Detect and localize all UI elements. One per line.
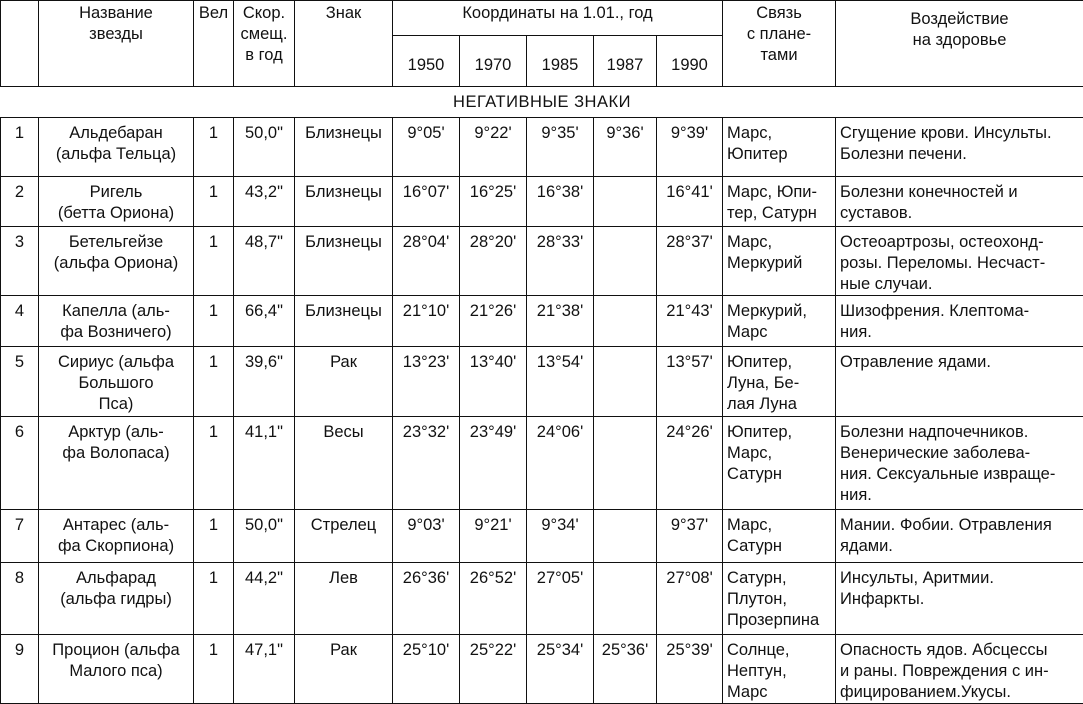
coord-1950: 26°36' — [393, 563, 460, 635]
coord-1990: 27°08' — [657, 563, 723, 635]
row-number: 4 — [1, 296, 39, 347]
coord-1950: 25°10' — [393, 635, 460, 704]
table-row — [1, 177, 1083, 227]
row-number: 6 — [1, 417, 39, 510]
coord-1987 — [594, 227, 657, 296]
header-star-name: Название звезды — [39, 1, 194, 87]
coord-1990: 16°41' — [657, 177, 723, 227]
planets: Сатурн, Плутон, Прозерпина — [723, 563, 836, 635]
coord-1987 — [594, 177, 657, 227]
table-row — [1, 227, 1083, 296]
section-row — [1, 87, 1083, 118]
speed: 43,2" — [234, 177, 295, 227]
zodiac-sign: Близнецы — [295, 227, 393, 296]
coord-1950: 9°05' — [393, 118, 460, 177]
row-number: 3 — [1, 227, 39, 296]
header-year-1985: 1985 — [527, 36, 594, 87]
health-effect: Сгущение крови. Инсульты. Болезни печени. — [836, 118, 1083, 177]
zodiac-sign: Близнецы — [295, 296, 393, 347]
section-title: НЕГАТИВНЫЕ ЗНАКИ — [1, 87, 1083, 118]
coord-1985: 25°34' — [527, 635, 594, 704]
table-row — [1, 635, 1083, 704]
planets: Марс, Сатурн — [723, 510, 836, 563]
coord-1970: 16°25' — [460, 177, 527, 227]
magnitude: 1 — [194, 296, 234, 347]
speed: 66,4" — [234, 296, 295, 347]
coord-1987 — [594, 347, 657, 417]
star-name: Процион (альфа Малого пса) — [39, 635, 194, 704]
speed: 50,0" — [234, 118, 295, 177]
row-number: 8 — [1, 563, 39, 635]
coord-1987: 25°36' — [594, 635, 657, 704]
coord-1950: 21°10' — [393, 296, 460, 347]
coord-1985: 9°34' — [527, 510, 594, 563]
coord-1950: 16°07' — [393, 177, 460, 227]
coord-1970: 25°22' — [460, 635, 527, 704]
coord-1990: 25°39' — [657, 635, 723, 704]
magnitude: 1 — [194, 177, 234, 227]
row-number: 5 — [1, 347, 39, 417]
coord-1987: 9°36' — [594, 118, 657, 177]
magnitude: 1 — [194, 635, 234, 704]
star-name: Арктур (аль- фа Волопаса) — [39, 417, 194, 510]
header-year-1950: 1950 — [393, 36, 460, 87]
star-name: Бетельгейзе (альфа Ориона) — [39, 227, 194, 296]
coord-1950: 28°04' — [393, 227, 460, 296]
magnitude: 1 — [194, 510, 234, 563]
header-year-1987: 1987 — [594, 36, 657, 87]
health-effect: Инсульты, Аритмии. Инфаркты. — [836, 563, 1083, 635]
zodiac-sign: Близнецы — [295, 118, 393, 177]
coord-1970: 13°40' — [460, 347, 527, 417]
speed: 39,6" — [234, 347, 295, 417]
table-row — [1, 296, 1083, 347]
star-name: Альфарад (альфа гидры) — [39, 563, 194, 635]
header-coordinates: Координаты на 1.01., год — [393, 1, 723, 36]
health-effect: Болезни надпочечников. Венерические заболева- ния. Сексуальные извраще- ния. — [836, 417, 1083, 510]
speed: 48,7" — [234, 227, 295, 296]
coord-1950: 23°32' — [393, 417, 460, 510]
table-row — [1, 510, 1083, 563]
speed: 41,1" — [234, 417, 295, 510]
row-number: 1 — [1, 118, 39, 177]
header-health: Воздействие на здоровье — [836, 1, 1083, 87]
header-row — [1, 1, 1083, 36]
star-name: Антарес (аль- фа Скорпиона) — [39, 510, 194, 563]
planets: Марс, Юпи- тер, Сатурн — [723, 177, 836, 227]
header-year-1990: 1990 — [657, 36, 723, 87]
zodiac-sign: Лев — [295, 563, 393, 635]
health-effect: Шизофрения. Клептома- ния. — [836, 296, 1083, 347]
speed: 44,2" — [234, 563, 295, 635]
coord-1970: 23°49' — [460, 417, 527, 510]
magnitude: 1 — [194, 118, 234, 177]
star-name: Альдебаран (альфа Тельца) — [39, 118, 194, 177]
header-sign: Знак — [295, 1, 393, 87]
zodiac-sign: Стрелец — [295, 510, 393, 563]
magnitude: 1 — [194, 347, 234, 417]
coord-1970: 28°20' — [460, 227, 527, 296]
star-name: Сириус (альфа Большого Пса) — [39, 347, 194, 417]
coord-1985: 9°35' — [527, 118, 594, 177]
health-effect: Мании. Фобии. Отравления ядами. — [836, 510, 1083, 563]
coord-1987 — [594, 510, 657, 563]
star-name: Капелла (аль- фа Возничего) — [39, 296, 194, 347]
row-number: 7 — [1, 510, 39, 563]
coord-1987 — [594, 296, 657, 347]
magnitude: 1 — [194, 563, 234, 635]
table-row — [1, 417, 1083, 510]
coord-1950: 9°03' — [393, 510, 460, 563]
zodiac-sign: Рак — [295, 635, 393, 704]
table-row — [1, 347, 1083, 417]
coord-1970: 26°52' — [460, 563, 527, 635]
coord-1950: 13°23' — [393, 347, 460, 417]
coord-1985: 16°38' — [527, 177, 594, 227]
health-effect: Отравление ядами. — [836, 347, 1083, 417]
speed: 50,0" — [234, 510, 295, 563]
coord-1987 — [594, 417, 657, 510]
coord-1990: 9°39' — [657, 118, 723, 177]
planets: Марс, Юпитер — [723, 118, 836, 177]
coord-1990: 28°37' — [657, 227, 723, 296]
coord-1990: 13°57' — [657, 347, 723, 417]
magnitude: 1 — [194, 227, 234, 296]
coord-1970: 9°22' — [460, 118, 527, 177]
health-effect: Опасность ядов. Абсцессы и раны. Повреждения с ин- фицированием.Укусы. — [836, 635, 1083, 704]
zodiac-sign: Весы — [295, 417, 393, 510]
planets: Марс, Меркурий — [723, 227, 836, 296]
coord-1985: 13°54' — [527, 347, 594, 417]
zodiac-sign: Рак — [295, 347, 393, 417]
row-number: 9 — [1, 635, 39, 704]
header-speed: Скор. смещ. в год — [234, 1, 295, 87]
header-planets: Связь с плане- тами — [723, 1, 836, 87]
coord-1990: 9°37' — [657, 510, 723, 563]
health-effect: Болезни конечностей и суставов. — [836, 177, 1083, 227]
planets: Солнце, Нептун, Марс — [723, 635, 836, 704]
coord-1970: 21°26' — [460, 296, 527, 347]
coord-1985: 24°06' — [527, 417, 594, 510]
magnitude: 1 — [194, 417, 234, 510]
table-row — [1, 118, 1083, 177]
coord-1970: 9°21' — [460, 510, 527, 563]
coord-1985: 27°05' — [527, 563, 594, 635]
speed: 47,1" — [234, 635, 295, 704]
planets: Меркурий, Марс — [723, 296, 836, 347]
planets: Юпитер, Марс, Сатурн — [723, 417, 836, 510]
coord-1990: 24°26' — [657, 417, 723, 510]
header-magnitude: Вел — [194, 1, 234, 87]
zodiac-sign: Близнецы — [295, 177, 393, 227]
coord-1990: 21°43' — [657, 296, 723, 347]
table-row — [1, 563, 1083, 635]
planets: Юпитер, Луна, Бе- лая Луна — [723, 347, 836, 417]
row-number: 2 — [1, 177, 39, 227]
header-number — [1, 1, 39, 87]
star-name: Ригель (бетта Ориона) — [39, 177, 194, 227]
coord-1985: 21°38' — [527, 296, 594, 347]
coord-1987 — [594, 563, 657, 635]
health-effect: Остеоартрозы, остеохонд- розы. Переломы. Несчаст- ные случаи. — [836, 227, 1083, 296]
header-year-1970: 1970 — [460, 36, 527, 87]
coord-1985: 28°33' — [527, 227, 594, 296]
